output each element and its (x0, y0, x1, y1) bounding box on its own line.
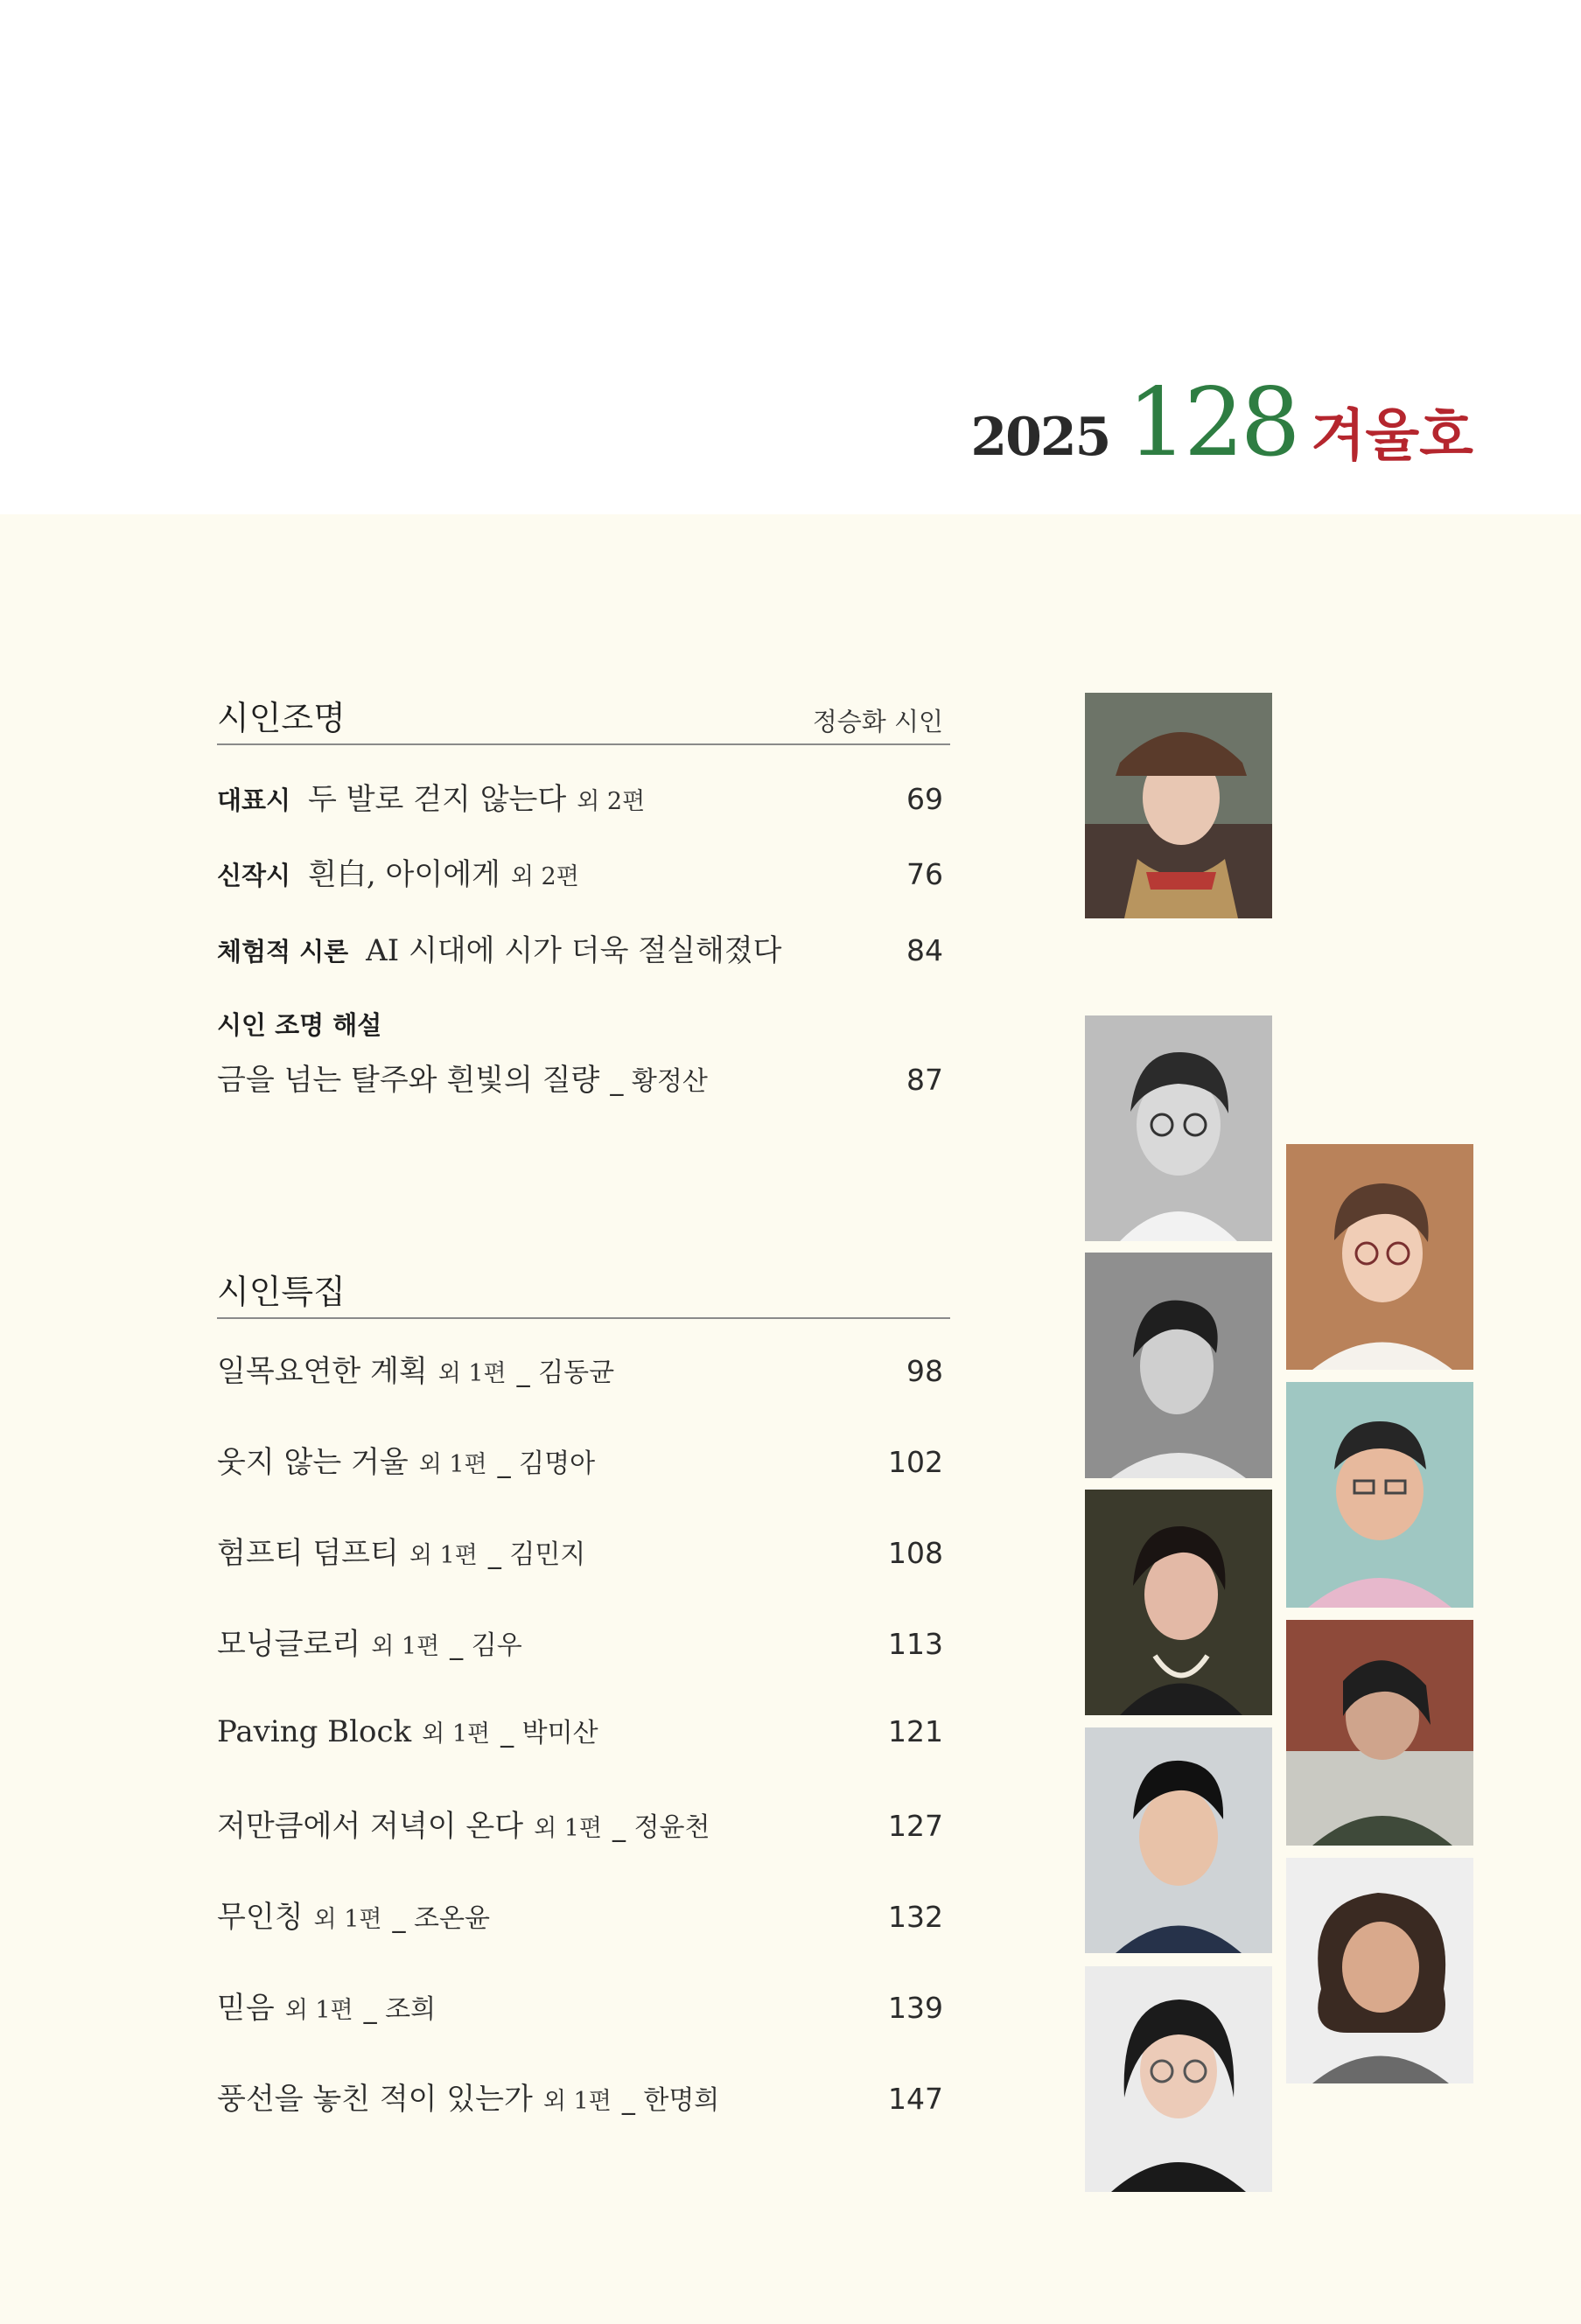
entry-extra: 외 1편 (422, 1720, 491, 1748)
poet-photo (1085, 1966, 1272, 2192)
entry-extra: 외 1편 (371, 1633, 440, 1660)
feature-title: 시인특집 (217, 1273, 346, 1311)
spotlight-poet: 정승화 시인 (812, 707, 943, 736)
entry-page: 102 (888, 1445, 943, 1479)
spotlight-section (217, 684, 950, 1121)
issue-header (970, 368, 1473, 478)
entry-extra: 외 2편 (577, 788, 646, 815)
entry-title: 무인칭 (217, 1900, 304, 1935)
entry-author: _ 조온윤 (392, 1903, 490, 1934)
toc-entry[interactable] (217, 775, 950, 818)
entry-label: 신작시 (217, 861, 291, 890)
entry-author: _ 박미산 (500, 1718, 598, 1748)
issue-season: 겨울호 (1311, 404, 1473, 469)
entry-page: 108 (888, 1536, 943, 1570)
entry-extra: 외 1편 (542, 2088, 612, 2115)
entry-author: _ 김명아 (497, 1448, 596, 1479)
toc-entry[interactable] (217, 1893, 950, 1936)
poet-photo (1286, 1620, 1473, 1846)
entry-author: _ 김동균 (516, 1357, 615, 1388)
entry-author: _ 정윤천 (612, 1812, 710, 1843)
poet-photo-commentator (1085, 1015, 1272, 1241)
poet-photo (1286, 1144, 1473, 1370)
entry-title: 금을 넘는 탈주와 흰빛의 질량 (217, 1063, 600, 1098)
feature-section (217, 1258, 950, 2220)
entry-page: 139 (888, 1991, 943, 2025)
entry-page: 121 (888, 1714, 943, 1748)
issue-year: 2025 (970, 407, 1110, 468)
entry-author: _ 황정산 (610, 1066, 708, 1097)
entry-extra: 외 1편 (437, 1360, 507, 1387)
toc-entry[interactable] (217, 1529, 950, 1572)
poet-photo (1085, 1253, 1272, 1478)
entry-extra: 외 1편 (284, 1997, 353, 2024)
poet-photo (1085, 1727, 1272, 1953)
entry-page: 127 (888, 1809, 943, 1843)
toc-entry[interactable] (217, 1620, 950, 1663)
entry-author: _ 조희 (363, 1994, 437, 2025)
entry-extra: 외 1편 (313, 1906, 382, 1933)
entry-title: 험프티 덤프티 (217, 1536, 399, 1571)
toc-entry[interactable] (217, 1984, 950, 2027)
issue-number: 128 (1127, 368, 1298, 478)
entry-page: 147 (888, 2082, 943, 2116)
toc-entry[interactable] (217, 1711, 950, 1749)
entry-label: 체험적 시론 (217, 937, 349, 967)
entry-author: _ 김우 (450, 1630, 522, 1661)
entry-author: _ 한명희 (621, 2085, 720, 2116)
entry-title: 두 발로 걷지 않는다 (308, 782, 567, 817)
entry-title: 모닝글로리 (217, 1627, 361, 1662)
entry-title: Paving Block (217, 1714, 412, 1749)
entry-page: 69 (906, 782, 943, 816)
toc-entry[interactable] (217, 926, 950, 969)
entry-title: 풍선을 놓친 적이 있는가 (217, 2082, 533, 2117)
entry-page: 113 (888, 1627, 943, 1661)
entry-title: AI 시대에 시가 더욱 절실해졌다 (366, 933, 782, 968)
poet-photo (1085, 1490, 1272, 1715)
entry-page: 76 (906, 857, 943, 891)
entry-title: 저만큼에서 저녁이 온다 (217, 1809, 524, 1844)
entry-page: 87 (906, 1063, 943, 1097)
toc-entry[interactable] (217, 2075, 950, 2118)
poet-photo-spotlight (1085, 693, 1272, 918)
entry-extra: 외 1편 (409, 1542, 478, 1569)
entry-title: 믿음 (217, 1991, 275, 2026)
feature-header (217, 1258, 950, 1319)
spotlight-header (217, 684, 950, 745)
toc-entry[interactable] (217, 1802, 950, 1845)
toc-entry[interactable] (217, 1438, 950, 1481)
entry-title: 일목요연한 계획 (217, 1354, 428, 1389)
toc-entry[interactable] (217, 850, 950, 893)
poet-photo (1286, 1858, 1473, 2083)
entry-extra: 외 1편 (418, 1451, 487, 1478)
entry-page: 98 (906, 1354, 943, 1388)
poet-photo (1286, 1382, 1473, 1608)
entry-author: _ 김민지 (487, 1539, 586, 1570)
entry-title: 흰白, 아이에게 (308, 857, 500, 892)
toc-entry[interactable] (217, 1347, 950, 1390)
spotlight-title: 시인조명 (217, 699, 346, 737)
entry-extra: 외 2편 (510, 863, 579, 890)
entry-page: 84 (906, 933, 943, 967)
toc-entry[interactable] (217, 1056, 950, 1099)
entry-extra: 외 1편 (534, 1815, 602, 1842)
entry-label: 대표시 (217, 785, 291, 815)
entry-title: 웃지 않는 거울 (217, 1445, 409, 1480)
entry-page: 132 (888, 1900, 943, 1934)
commentary-label: 시인 조명 해설 (217, 1010, 382, 1040)
